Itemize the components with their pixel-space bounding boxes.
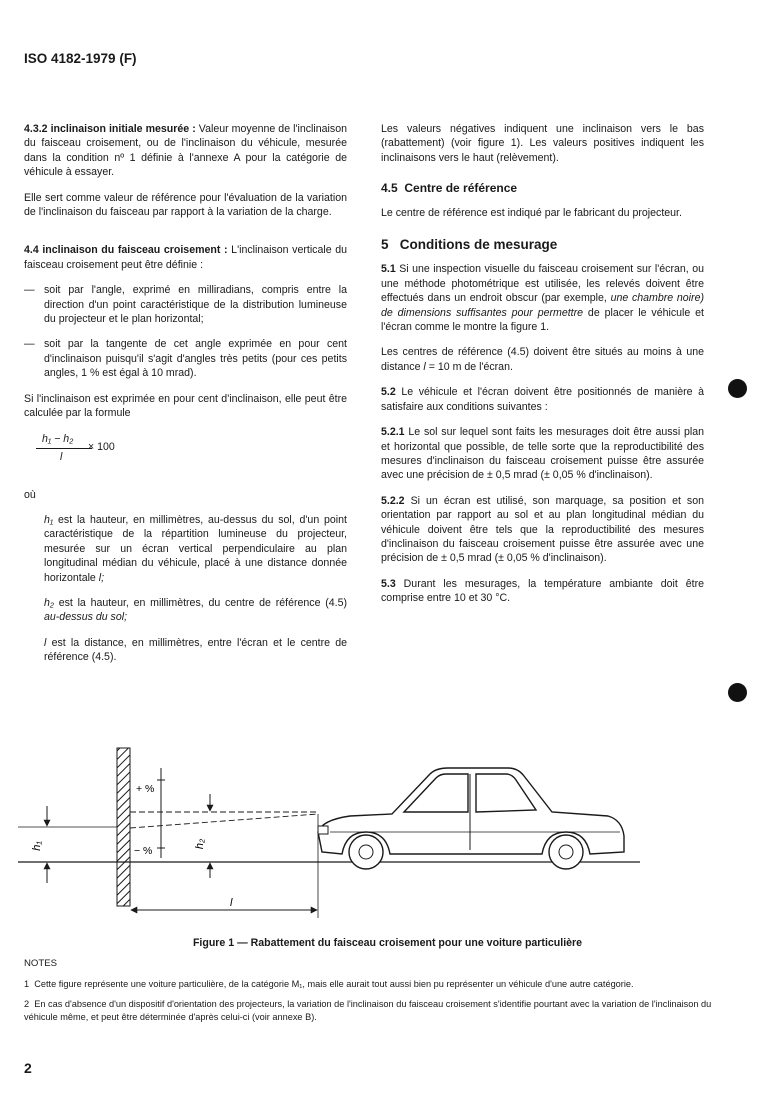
section-number: 4.5 — [381, 181, 398, 196]
section-title: inclinaison initiale mesurée : — [50, 123, 196, 135]
minus-percent-label: − % — [134, 845, 153, 857]
paragraph — [381, 345, 704, 374]
notes — [24, 957, 719, 1031]
l-label: l — [230, 897, 233, 909]
section-number: 5.2 — [381, 386, 396, 399]
section-text-italic: une chambre noire) de dimensions suffisantes pour permettre — [381, 292, 704, 319]
section-text: Le véhicule et l'écran doivent être positionnés de manière à satisfaire aux conditions suivantes : — [381, 386, 704, 413]
section-5-heading — [381, 238, 704, 252]
formula-denominator: l — [60, 450, 63, 463]
section-number: 5.2.1 — [381, 426, 405, 439]
note-text: Cette figure représente une voiture particulière, de la catégorie M₁, mais elle aurait tout aussi bien pu représenter un véhicule d'une autre catégorie. — [34, 979, 634, 989]
note-number: 2 — [24, 999, 30, 1009]
list-item-text: soit par l'angle, exprimé en milliradians, compris entre la direction d'un point caractéristique de la distribution lumineuse du projecteur et le plan horizontal; — [44, 284, 347, 326]
section-5-2 — [381, 385, 704, 414]
formula-factor: × 100 — [88, 440, 115, 453]
paragraph: Si l'inclinaison est exprimée en pour cent d'inclinaison, elle peut être calculée par la formule — [24, 392, 347, 420]
note-2 — [24, 998, 719, 1024]
symbol: h₁ — [44, 513, 54, 526]
figure-caption: Figure 1 — Rabattement du faisceau croisement pour une voiture particulière — [192, 937, 583, 949]
beam-inclined — [130, 814, 318, 828]
margin-mark-dot — [728, 683, 747, 702]
left-column — [24, 122, 347, 676]
section-text: Le sol sur lequel sont faits les mesurages doit être aussi plan et horizontal que possible, de telle sorte que la reproductibilité des mesures d'inclinaison du faisceau croisement puisse être assurée avec une précision de ± 0,5 mrad (± 0,05 % d'inclinaison). — [381, 426, 705, 482]
note-text: En cas d'absence d'un dispositif d'orientation des projecteurs, la variation de l'inclinaison du faisceau croisement s'identifie pourtant avec la variation de l'inclinaison du véhicule même, et peut être déterminée d'après celui-ci (voir annexe B). — [24, 999, 712, 1022]
symbol: h₂ — [44, 596, 54, 609]
section-number: 5.3 — [381, 577, 396, 590]
section-number: 5.2.2 — [381, 494, 405, 507]
definition-tail: au-dessus du sol; — [44, 611, 128, 624]
note-number: 1 — [24, 979, 30, 989]
section-text: Durant les mesurages, la température ambiante doit être comprise entre 10 et 30 °C. — [381, 577, 704, 605]
dash-marker: — — [24, 284, 35, 297]
section-5-2-2 — [381, 494, 704, 566]
list-item-text: soit par la tangente de cet angle exprimée en pour cent d'inclinaison puisqu'il s'agit d'angles très petits (pour ces petits angles, 1 % est égal à 10 mrad). — [44, 338, 347, 380]
section-text: de placer le véhicule et l'écran comme le montre la figure 1. — [381, 306, 704, 334]
section-text: Si un écran est utilisé, son marquage, sa position et son orientation par rapport au sol et au plan longitudinal médian du véhicule doivent être tels que la reproductibilité des mesures d'inclinaison du faisceau croisement puisse être assurée avec une précision de ± 0,5 mrad (± 0,05 % d'inclinaison). — [381, 494, 705, 565]
section-text: L'inclinaison verticale du faisceau croisement peut être définie : — [24, 244, 348, 271]
h1-label: h₁ — [31, 841, 43, 851]
formula — [24, 432, 347, 476]
symbol: l — [423, 360, 426, 373]
section-5-1 — [381, 262, 704, 334]
paragraph: Les valeurs négatives indiquent une inclinaison vers le bas (rabattement) (voir figure 1). Les valeurs positives indiquent les inclinaisons vers le haut (relèvement). — [381, 123, 704, 164]
section-text: Valeur moyenne de l'inclinaison du faisceau croisement, ou de l'inclinaison du véhicule, mesurée dans la condition nº 1 définie à l'annexe A pour la catégorie de véhicule à essayer. — [24, 123, 347, 179]
section-number: 4.3.2 — [24, 123, 48, 135]
car-hub-front — [359, 845, 373, 859]
section-4-5-heading — [381, 181, 704, 195]
car-headlight — [318, 826, 328, 834]
h2-label: h₂ — [194, 838, 206, 850]
section-title: inclinaison du faisceau croisement : — [42, 244, 228, 257]
figure-1-diagram — [0, 740, 775, 930]
definition-h2 — [24, 596, 347, 625]
definition-h1 — [24, 513, 347, 585]
margin-mark-dot — [728, 379, 747, 398]
paragraph-text: = 10 m de l'écran. — [428, 360, 513, 373]
dash-marker: — — [24, 338, 35, 351]
formula-numerator: h₁ − h₂ — [42, 432, 74, 445]
symbol: l — [44, 636, 47, 649]
paragraph-text: Les centres de référence (4.5) doivent être situés au moins à une distance — [381, 346, 704, 373]
section-text: Si une inspection visuelle du faisceau croisement sur l'écran, ou une méthode photométrique est utilisée, les relevés doivent être effectués dans un endroit obscur (par exemple, — [381, 263, 704, 305]
paragraph: Le centre de référence est indiqué par le fabricant du projecteur. — [381, 206, 682, 219]
screen-wall — [117, 748, 130, 906]
definition-tail: l; — [98, 571, 105, 584]
list-item — [24, 337, 347, 380]
section-number: 5.1 — [381, 263, 396, 276]
car-illustration — [318, 768, 624, 869]
definition-text: est la hauteur, en millimètres, du centre de référence (4.5) — [58, 596, 347, 609]
section-4-3-2 — [24, 122, 347, 180]
section-4-4 — [24, 243, 347, 272]
paragraph: Elle sert comme valeur de référence pour l'évaluation de la variation de l'inclinaison du faisceau par rapport à la variation de la charge. — [24, 191, 347, 219]
plus-percent-label: + % — [136, 783, 155, 795]
car-hub-rear — [559, 845, 573, 859]
list-item — [24, 283, 347, 326]
notes-heading: NOTES — [24, 958, 58, 969]
section-number: 5 — [381, 237, 389, 253]
section-5-3 — [381, 577, 704, 606]
right-column — [381, 122, 704, 617]
document-code: ISO 4182-1979 (F) — [24, 51, 137, 66]
section-title: Conditions de mesurage — [399, 237, 558, 253]
section-title: Centre de référence — [404, 181, 518, 196]
definition-text: est la hauteur, en millimètres, au-dessus du sol, d'un point caractéristique de la répartition lumineuse du projecteur, mesurée sur un écran vertical perpendiculaire au plan longitudinal médian du véhicule, placé à une distance donnée horizontale — [44, 513, 347, 584]
section-5-2-1 — [381, 425, 704, 483]
definition-l — [24, 636, 347, 665]
fraction-bar — [36, 448, 92, 449]
note-1 — [24, 978, 719, 991]
definition-text: est la distance, en millimètres, entre l'écran et le centre de référence (4.5). — [44, 636, 347, 664]
page-number: 2 — [24, 1060, 32, 1076]
section-number: 4.4 — [24, 244, 39, 257]
paragraph: où — [24, 488, 36, 501]
